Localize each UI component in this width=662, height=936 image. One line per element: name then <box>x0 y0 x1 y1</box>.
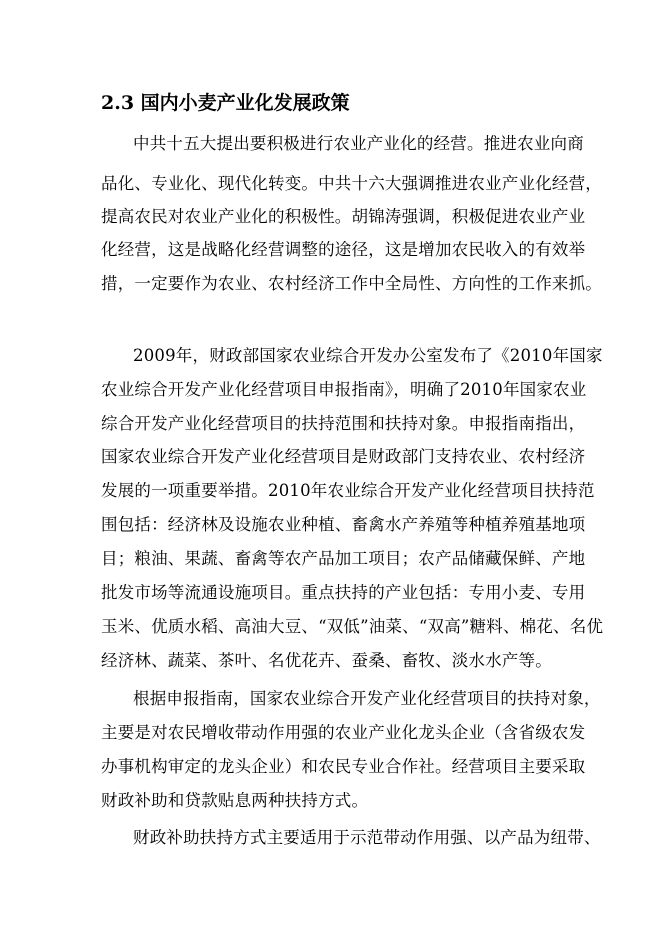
paragraph-2-line-2: 农业综合开发产业化经营项目申报指南》，明确了2010年国家农业 <box>101 380 587 399</box>
paragraph-1-line-3: 提高农民对农业产业化的积极性。胡锦涛强调，积极促进农业产业 <box>101 207 586 226</box>
paragraph-1-line-5: 措，一定要作为农业、农村经济工作中全局性、方向性的工作来抓。 <box>101 274 602 293</box>
paragraph-3-line-4: 财政补助和贷款贴息两种扶持方式。 <box>101 791 369 810</box>
paragraph-2-line-1: 2009年，财政部国家农业综合开发办公室发布了《2010年国家 <box>133 346 603 365</box>
paragraph-2-line-3: 综合开发产业化经营项目的扶持范围和扶持对象。申报指南指出， <box>101 414 586 433</box>
paragraph-2-line-4: 国家农业综合开发产业化经营项目是财政部门支持农业、农村经济 <box>101 447 586 466</box>
paragraph-1-line-2: 品化、专业化、现代化转变。中共十六大强调推进农业产业化经营， <box>101 174 602 193</box>
paragraph-1-line-4: 化经营，这是战略化经营调整的途径，这是增加农民收入的有效举 <box>101 240 586 259</box>
paragraph-3-line-2: 主要是对农民增收带动作用强的农业产业化龙头企业（含省级农发 <box>101 723 586 742</box>
paragraph-2-line-9: 玉米、优质水稻、高油大豆、“双低”油菜、“双高”糖料、棉花、名优 <box>101 617 604 636</box>
paragraph-2-line-10: 经济林、蔬菜、茶叶、名优花卉、蚕桑、畜牧、淡水水产等。 <box>101 651 552 670</box>
paragraph-1-line-1: 中共十五大提出要积极进行农业产业化的经营。推进农业向商 <box>133 134 584 153</box>
paragraph-2-line-7: 目；粮油、果蔬、畜禽等农产品加工项目；农产品储藏保鲜、产地 <box>101 549 586 568</box>
paragraph-2-line-8: 批发市场等流通设施项目。重点扶持的产业包括：专用小麦、专用 <box>101 583 586 602</box>
paragraph-3-line-3: 办事机构审定的龙头企业）和农民专业合作社。经营项目主要采取 <box>101 757 586 776</box>
paragraph-2-line-5: 发展的一项重要举措。2010年农业综合开发产业化经营项目扶持范 <box>101 481 595 500</box>
paragraph-3-line-1: 根据申报指南，国家农业综合开发产业化经营项目的扶持对象， <box>133 689 601 708</box>
paragraph-4-line-1: 财政补助扶持方式主要适用于示范带动作用强、以产品为纽带、 <box>133 828 601 847</box>
paragraph-2-line-6: 围包括：经济林及设施农业种植、畜禽水产养殖等种植养殖基地项 <box>101 515 586 534</box>
section-heading: 2.3 国内小麦产业化发展政策 <box>101 92 350 114</box>
